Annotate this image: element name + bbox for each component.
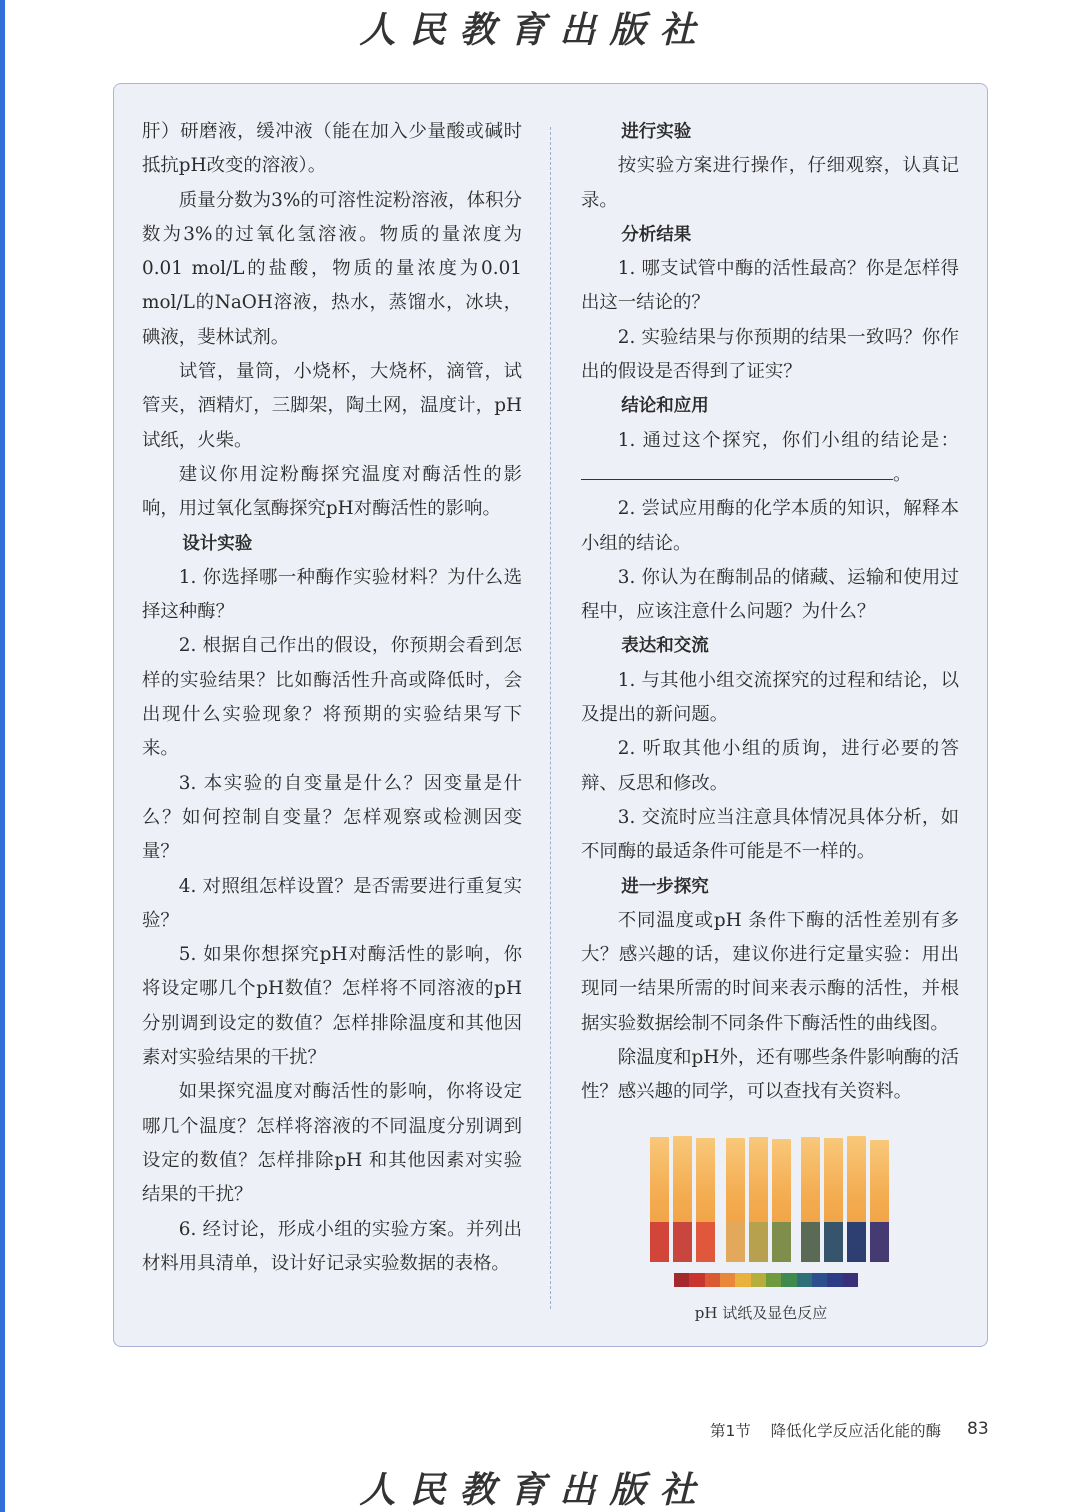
body-paragraph: 2. 实验结果与你预期的结果一致吗？你作出的假设是否得到了证实？ [581, 326, 959, 383]
ph-test-strip [749, 1137, 768, 1262]
body-paragraph: 1. 与其他小组交流探究的过程和结论，以及提出的新问题。 [581, 669, 959, 726]
section-heading: 分析结果 [621, 224, 692, 245]
ph-test-strip [696, 1138, 715, 1262]
answer-blank-line [581, 459, 893, 480]
body-paragraph: 试管，量筒，小烧杯，大烧杯，滴管，试管夹，酒精灯，三脚架，陶土网，温度计，pH 试纸，火柴。 [142, 361, 522, 451]
page-footer [710, 1419, 989, 1441]
ph-test-strip [847, 1136, 866, 1262]
body-paragraph: 如果探究温度对酶活性的影响，你将设定哪几个温度？怎样将溶液的不同温度分别调到设定的数值？怎样排除pH 和其他因素对实验结果的干扰？ [142, 1081, 522, 1206]
ph-test-strip [673, 1136, 692, 1262]
ph-test-strip [772, 1139, 791, 1262]
footer-section: 第1节 [710, 1422, 751, 1440]
scale-swatch [766, 1273, 781, 1287]
footer-title: 降低化学反应活化能的酶 [770, 1422, 942, 1440]
scale-swatch [674, 1273, 689, 1287]
scale-swatch [812, 1273, 827, 1287]
body-paragraph: 除温度和pH外，还有哪些条件影响酶的活性？感兴趣的同学，可以查找有关资料。 [581, 1047, 959, 1103]
strip-color-pad [696, 1222, 715, 1262]
strip-color-pad [824, 1222, 843, 1262]
body-paragraph: 3. 你认为在酶制品的储藏、运输和使用过程中，应该注意什么问题？为什么？ [581, 566, 959, 623]
body-paragraph: 4. 对照组怎样设置？是否需要进行重复实验？ [142, 875, 522, 931]
body-paragraph: 2. 尝试应用酶的化学本质的知识，解释本小组的结论。 [581, 498, 959, 554]
scale-swatch [720, 1273, 735, 1287]
body-paragraph: 3. 交流时应当注意具体情况具体分析，如不同酶的最适条件可能是不一样的。 [581, 806, 959, 863]
strip-color-pad [749, 1222, 768, 1262]
right-column [581, 115, 959, 1110]
strip-color-pad [673, 1222, 692, 1262]
section-heading: 进一步探究 [621, 876, 709, 897]
body-paragraph: 肝）研磨液，缓冲液（能在加入少量酸或碱时抵抗pH改变的溶液）。 [142, 121, 522, 177]
scale-swatch [751, 1273, 766, 1287]
figure-caption: pH 试纸及显色反应 [694, 1304, 828, 1322]
section-heading: 设计实验 [182, 533, 253, 554]
fill-in-blank-paragraph [581, 424, 959, 493]
ph-color-scale [674, 1273, 858, 1287]
strip-color-pad [870, 1222, 889, 1262]
scale-swatch [705, 1273, 720, 1287]
body-paragraph: 3. 本实验的自变量是什么？因变量是什么？如何控制自变量？怎样观察或检测因变量？ [142, 772, 522, 863]
scale-swatch [689, 1273, 704, 1287]
section-heading: 进行实验 [621, 122, 692, 142]
scale-swatch [735, 1273, 750, 1287]
blank-end-punct: 。 [893, 463, 912, 485]
body-paragraph: 5. 如果你想探究pH对酶活性的影响，你将设定哪几个pH数值？怎样将不同溶液的pH 分别调到设定的数值？怎样排除温度和其他因素对实验结果的干扰？ [142, 944, 522, 1069]
page-edge-rule [0, 0, 5, 1512]
publisher-logo-bottom: 人民教育出版社 [359, 1469, 710, 1511]
body-paragraph: 1. 你选择哪一种酶作实验材料？为什么选择这种酶？ [142, 566, 522, 623]
scale-swatch [827, 1273, 842, 1287]
ph-test-strip [801, 1137, 820, 1262]
strip-color-pad [726, 1222, 745, 1262]
section-heading: 表达和交流 [621, 636, 709, 657]
body-paragraph: 建议你用淀粉酶探究温度对酶活性的影响，用过氧化氢酶探究pH对酶活性的影响。 [142, 463, 522, 520]
blank-prompt: 1. 通过这个探究，你们小组的结论是： [617, 429, 959, 451]
ph-test-strip [650, 1137, 669, 1262]
body-paragraph: 质量分数为3%的可溶性淀粉溶液，体积分数为3%的过氧化氢溶液。物质的量浓度为0.01 mol/L的盐酸，物质的量浓度为0.01 mol/L的NaOH溶液，热水，蒸馏水，冰块，碘液，斐林试剂。 [142, 189, 522, 348]
page-number: 83 [967, 1419, 989, 1439]
body-paragraph: 1. 哪支试管中酶的活性最高？你是怎样得出这一结论的？ [581, 258, 959, 314]
strip-color-pad [650, 1222, 669, 1262]
body-paragraph: 不同温度或pH 条件下酶的活性差别有多大？感兴趣的话，建议你进行定量实验：用出现同一结果所需的时间来表示酶的活性，并根据实验数据绘制不同条件下酶活性的曲线图。 [581, 909, 959, 1034]
ph-test-strip [870, 1140, 889, 1262]
strip-color-pad [847, 1222, 866, 1262]
column-divider [550, 127, 551, 1309]
left-column [142, 115, 522, 1281]
body-paragraph: 2. 根据自己作出的假设，你预期会看到怎样的实验结果？比如酶活性升高或降低时，会出现什么实验现象？将预期的实验结果写下来。 [142, 635, 522, 760]
body-paragraph: 按实验方案进行操作，仔细观察，认真记录。 [581, 155, 959, 211]
body-paragraph: 2. 听取其他小组的质询，进行必要的答辩、反思和修改。 [581, 738, 959, 794]
ph-test-strip [726, 1138, 745, 1262]
ph-test-strips-figure [650, 1132, 888, 1292]
scale-swatch [781, 1273, 796, 1287]
ph-test-strip [824, 1138, 843, 1262]
body-paragraph: 6. 经讨论，形成小组的实验方案。并列出材料用具清单，设计好记录实验数据的表格。 [142, 1218, 522, 1274]
section-heading: 结论和应用 [621, 396, 709, 417]
publisher-logo-top: 人民教育出版社 [359, 9, 710, 51]
strip-color-pad [801, 1222, 820, 1262]
strip-color-pad [772, 1222, 791, 1262]
scale-swatch [843, 1273, 858, 1287]
scale-swatch [797, 1273, 812, 1287]
